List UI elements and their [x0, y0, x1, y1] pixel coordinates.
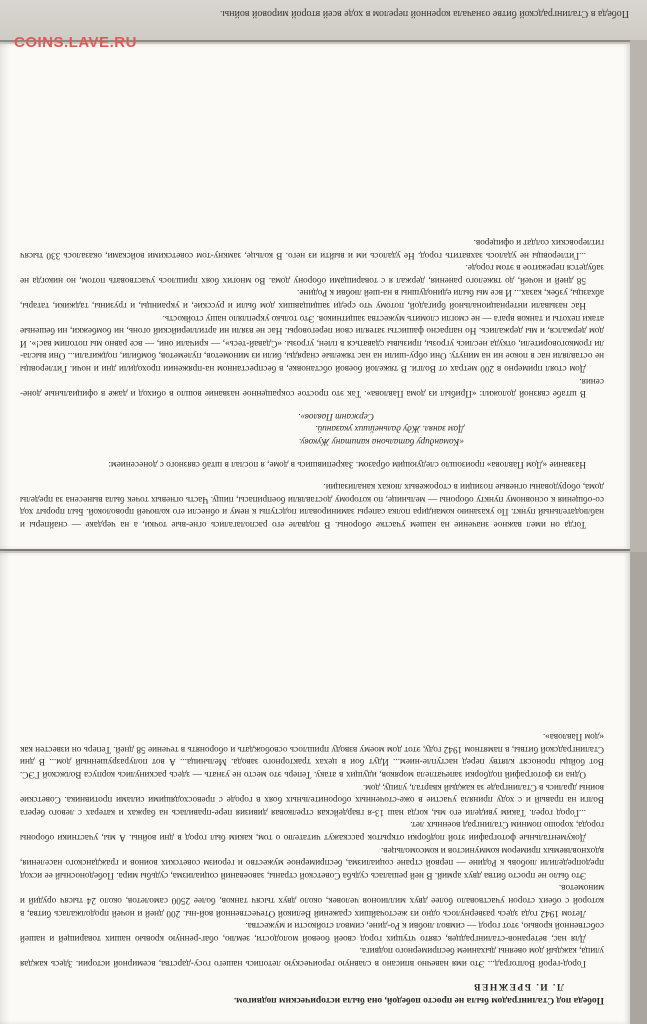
- page-sheet-2: [0, 553, 630, 1024]
- paragraph: Документальные фотографии этой подборки открыток расскажут читателю о том, каким был город в дни войны. А мы, участники обороны города, хорошо помним Сталинград военных лет.: [20, 820, 604, 844]
- paragraph: Это было не просто битва двух армий. В ней решалась судьба Советской страны, завоеваний социализма, судьбы мира. Победоносный ее исход предопределили любовь к Родине — первой стране социализма, беспримерное мужество и героизм советских воинов и гражданского населения, вдохновляемых примером коммунистов и комсомольцев.: [20, 845, 604, 881]
- paragraph: ...Гитлеровцы не удалось захватить город. Не удалось им и выйти из него. В кольце, замкну-том советскими войсками, оказалось 330 тысяч гитлеровских солдат и офицеров.: [20, 238, 604, 261]
- watermark: COINS.LAVE.RU: [14, 34, 137, 51]
- paragraph: Для нас, ветеранов-сталинградцев, свято чтущих город своей боевой молодости, землю, обаг-ренную кровью наших товарищей и нашей собственной кровью, этот город — символ любви к Ро-дине, символ стойкости и мужества.: [20, 921, 604, 944]
- page-sheet-1: [0, 44, 630, 551]
- page-edge: [630, 40, 647, 552]
- epigraph: [20, 980, 604, 1006]
- epigraph-author: Л. И. БРЕЖНЕВ: [472, 981, 564, 991]
- dispatch-line: Дом занял. Жду дальнейших указаний.: [315, 424, 464, 435]
- paragraph: В штабе связной доложил: «Прибыл из дома Павлова». Так это простое сокращенное название вошло в обиход и даже в официальные доне-сения.: [20, 376, 604, 400]
- paragraph: ...Город горел. Таким увидели его мы, когда наш 13-я гвардейская стрелковая дивизия пере-правилась на баржах и катерах с левого берега Волги на правый и с ходу приняла участие в оже-сточенных оборонительных боях в городе с превосходящими силами противника. Советские воины дрались в Сталинграде за каждый квартал, улицу, дом.: [20, 782, 604, 818]
- paragraph: Название «Дом Павлова» произошло следующим образом. Закрепившись в доме, я послал в штаб связного с донесением:: [108, 459, 586, 470]
- sheet-1-text: [20, 54, 604, 531]
- paragraph: Дом стоял примерно в 200 метрах от Волги. В тяжелой боевой обстановке, в беспрестанном на-пряжении проходили дни и ночи. Гитлеровцы не оставляли нас в покое ни на минуту. Они обру-шили на нас тяжелые снаряды, били из минометов, пулеметов, бомбили, поджигали... Они высла-ли громкоговорители, откуда неслись угрозы, призывы сдаваться в плен, угрозы. «Сдавай-тесь», — кричали они, — все равно мы потопим вас!». И дом держался, и мы держались. Но напрасно фашисты затеяли свои переговоры. Нас не взяли ни артиллерийский огонь, ни бомбежки, ни бешеные атаки пехоты и танков врага — не смогли сломить мужества защитников. Это только укрепляло нашу стойкость.: [20, 313, 604, 375]
- page-edge: [630, 552, 647, 1024]
- paragraph: Одна из фотографий подборки запечатлела моряков, идущих в атаку. Теперь это место не узнать — здесь раскинулись корпуса Волжской ГЭС. Вот бойцы проносят клятву перед наступле-нием... Идут бои в цехах тракторного завода. Мельница... А вот полуразрушенный дом... В дни Сталинградской битвы, в памятном 1942 году, этот дом моему взводу пришлось освобождать и оборонять в течение 58 дней. Теперь он известен как «дом Павлова».: [20, 732, 604, 781]
- epigraph-text: Победа под Сталинградом была не просто победой, она была историческим подвигом.: [233, 995, 604, 1005]
- sheet-2-text: [20, 563, 604, 1006]
- dispatch-line: «Командиру батальона капитану Жукову.: [298, 437, 464, 448]
- paragraph: Город-герой Волгоград... Это имя навечно вписано в славную героическую летопись нашего госу-дарства, всемирной истории. Здесь каждая улица, каждый дом овеяны дыханием беспримерного подвига.: [20, 946, 604, 969]
- paragraph: Тогда он имел важное значение на нашем участке обороны. В подвале его располагались огне-вые точки, а на чердаке — снайперы и наблюдательный пункт. По указанию командира полка саперы заминировали подступы к нему и обнесли его колючей проволокой. Был прорыт ход со-общения к основному пункту обороны — мельнице, по которому доставляли боеприпасы, пищу. Часть огневых точек была вынесена за пределы дома, оборудованы огневые позиции в сторожевых люках канализации.: [20, 482, 604, 530]
- paragraph: Нас называли интернациональной бригадой, потому что среди защищавших дом были и русские, и украинцы, и грузины, таджики, татары, абхазцы, узбек, казах... И все мы были единодушны в на-шей любви к Родине.: [20, 288, 604, 312]
- dispatch-quote: [20, 410, 464, 448]
- paragraph: 58 дней и ночей, до тяжелого ранения, держал я с товарищами оборону дома. Во многих боях пришлось участвовать потом, но никогда не забудется пережитое в этом городе.: [20, 263, 604, 286]
- paragraph: Летом 1942 года здесь развернулось одно из жесточайших сражений Великой Отечественной вой-ны. 200 дней и ночей продолжалась битва, в которой с обеих сторон участвовало более двух миллионов человек, около двух тысяч танков, более 2500 самолетов, около 24 тысяч орудий и минометов.: [20, 883, 604, 919]
- dispatch-signature: Сержант Павлов».: [298, 411, 374, 422]
- top-strip-text: Победа в Сталинградской битве означала коренной перелом в ходе всей второй мировой войны.: [219, 8, 629, 19]
